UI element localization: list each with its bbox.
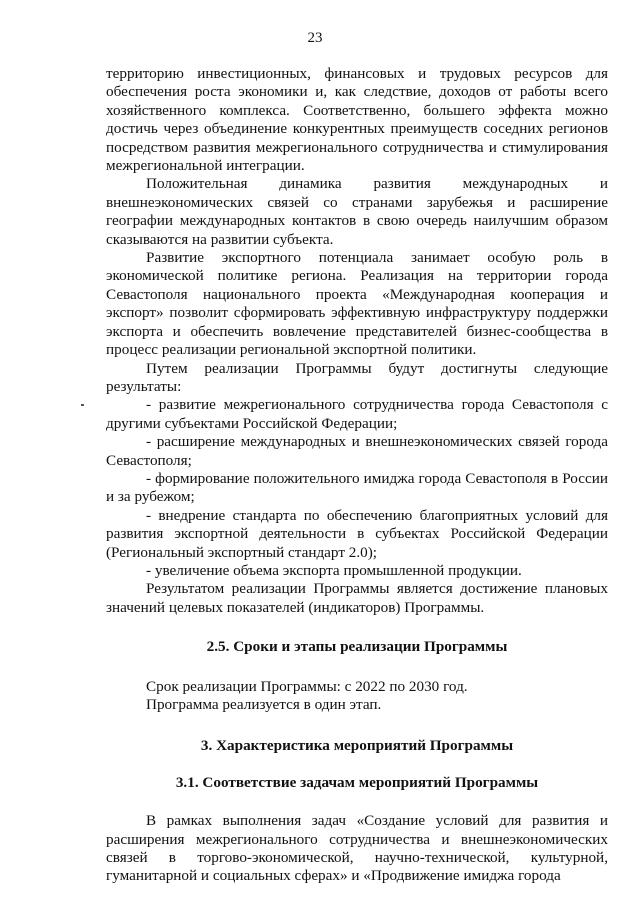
paragraph-results-summary: Результатом реализации Программы является достижение плановых значений целевых показателей (индикаторов) Программы. [106,580,608,616]
section-heading-2-5: 2.5. Сроки и этапы реализации Программы [206,638,508,656]
paragraph-export-potential: Развитие экспортного потенциала занимает особую роль в экономической политике региона. Реализация на территории города Севастополя национального проекта «Международная кооперация и экспорт» позволит сформировать эффективную инфраструктуру поддержки экспорта и обеспечить вовлечение представителей бизнес-сообщества в процесс реализации региональной экспортной политики. [106,249,608,359]
paragraph-international-relations: Положительная динамика развития международных и внешнеэкономических связей со странами зарубежья и расширение географии международных контактов в свою очередь наилучшим образом сказываются на развитии субъекта. [106,175,608,248]
paragraph-continuation: территорию инвестиционных, финансовых и трудовых ресурсов для обеспечения роста экономики и, как следствие, доходов от работы всего хозяйственного комплекса. Соответственно, большего эффекта можно достичь через объединение конкурентных преимуществ соседних регионов посредством развития межрегионального сотрудничества и стимулирования межрегиональной интеграции. [106,65,608,175]
results-list-item: - формирование положительного имиджа города Севастополя в России и за рубежом; [106,469,608,506]
term-line: Программа реализуется в один этап. [146,696,382,713]
margin-mark [81,404,84,406]
page-number: 23 [307,30,323,46]
results-list-item: - расширение международных и внешнеэкономических связей города Севастополя; [106,433,608,469]
results-list-item: - увеличение объема экспорта промышленной продукции. [146,561,522,579]
term-line: Срок реализации Программы: с 2022 по 2030 год. [146,677,468,695]
results-list-item: - внедрение стандарта по обеспечению благоприятных условий для развития экспортной деятельности в субъектах Российской Федерации (Региональный экспортный стандарт 2.0); [106,506,608,561]
document-body [106,65,608,886]
results-list-item: - развитие межрегионального сотрудничества города Севастополя с другими субъектами Российской Федерации; [106,396,608,432]
section-heading-3: 3. Характеристика мероприятий Программы [200,737,514,755]
paragraph-tasks: В рамках выполнения задач «Создание условий для развития и расширения межрегионального сотрудничества и внешнеэкономических связей в торгово-экономической, научно-технической, культурной, гуманитарной и социальных сферах» и «Продвижение имиджа города [106,812,608,885]
section-heading-3-1: 3.1. Соответствие задачам мероприятий Программы [175,773,539,791]
paragraph-results-intro: Путем реализации Программы будут достигнуты следующие результаты: [106,359,608,395]
